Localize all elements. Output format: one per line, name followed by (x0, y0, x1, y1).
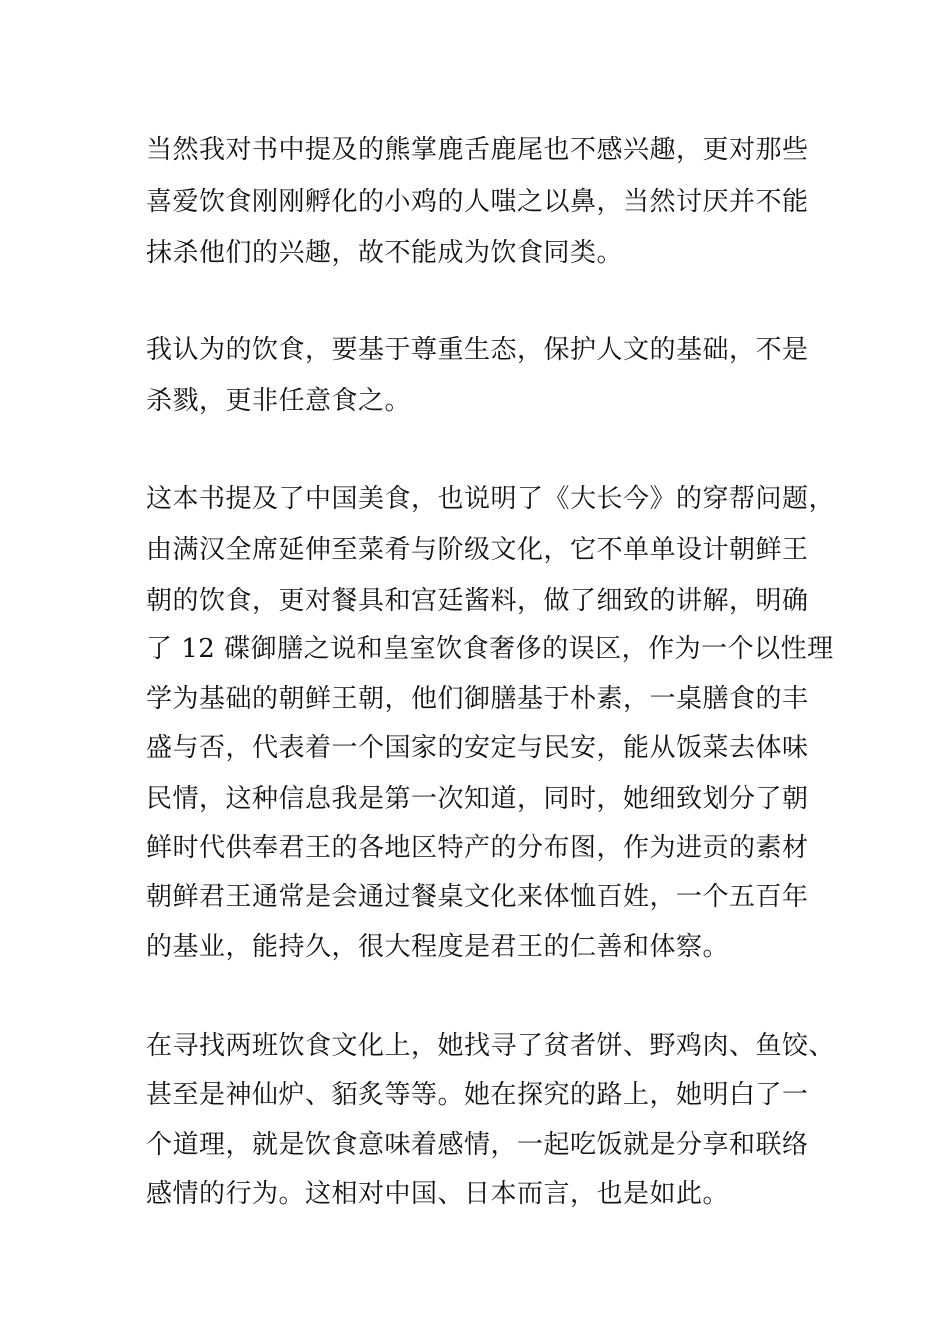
paragraph-line: 感情的行为。这相对中国、日本而言，也是如此。 (146, 1179, 730, 1209)
paragraph-line: 由满汉全席延伸至菜肴与阶级文化，它不单单设计朝鲜王 (146, 535, 809, 565)
paragraph-line: 在寻找两班饮食文化上，她找寻了贫者饼、野鸡肉、鱼饺、 (146, 1031, 836, 1061)
paragraph-line: 我认为的饮食，要基于尊重生态，保护人文的基础，不是 (146, 335, 809, 365)
paragraph-line: 盛与否，代表着一个国家的安定与民安，能从饭菜去体味 (146, 733, 809, 763)
paragraph-line: 鲜时代供奉君王的各地区特产的分布图，作为进贡的素材 (146, 833, 809, 863)
paragraph-line: 抹杀他们的兴趣，故不能成为饮食同类。 (146, 238, 624, 268)
paragraph-line: 朝鲜君王通常是会通过餐桌文化来体恤百姓，一个五百年 (146, 882, 809, 912)
paragraph-line: 这本书提及了中国美食，也说明了《大长今》的穿帮问题， (146, 484, 836, 514)
paragraph-line: 个道理，就是饮食意味着感情，一起吃饭就是分享和联络 (146, 1130, 809, 1160)
paragraph-line: 当然我对书中提及的熊掌鹿舌鹿尾也不感兴趣，更对那些 (146, 135, 809, 165)
paragraph-line: 学为基础的朝鲜王朝，他们御膳基于朴素，一桌膳食的丰 (146, 684, 809, 714)
paragraph-line: 喜爱饮食刚刚孵化的小鸡的人嗤之以鼻，当然讨厌并不能 (146, 187, 809, 217)
paragraph-line: 杀戮，更非任意食之。 (146, 386, 412, 416)
paragraph-line: 民情，这种信息我是第一次知道，同时，她细致划分了朝 (146, 784, 809, 814)
paragraph-line: 朝的饮食，更对餐具和宫廷酱料，做了细致的讲解，明确 (146, 586, 809, 616)
paragraph-line: 的基业，能持久，很大程度是君王的仁善和体察。 (146, 932, 730, 962)
paragraph-line: 了 12 碟御膳之说和皇室饮食奢侈的误区，作为一个以性理 (146, 634, 834, 664)
paragraph-line: 甚至是神仙炉、貊炙等等。她在探究的路上，她明白了一 (146, 1080, 809, 1110)
